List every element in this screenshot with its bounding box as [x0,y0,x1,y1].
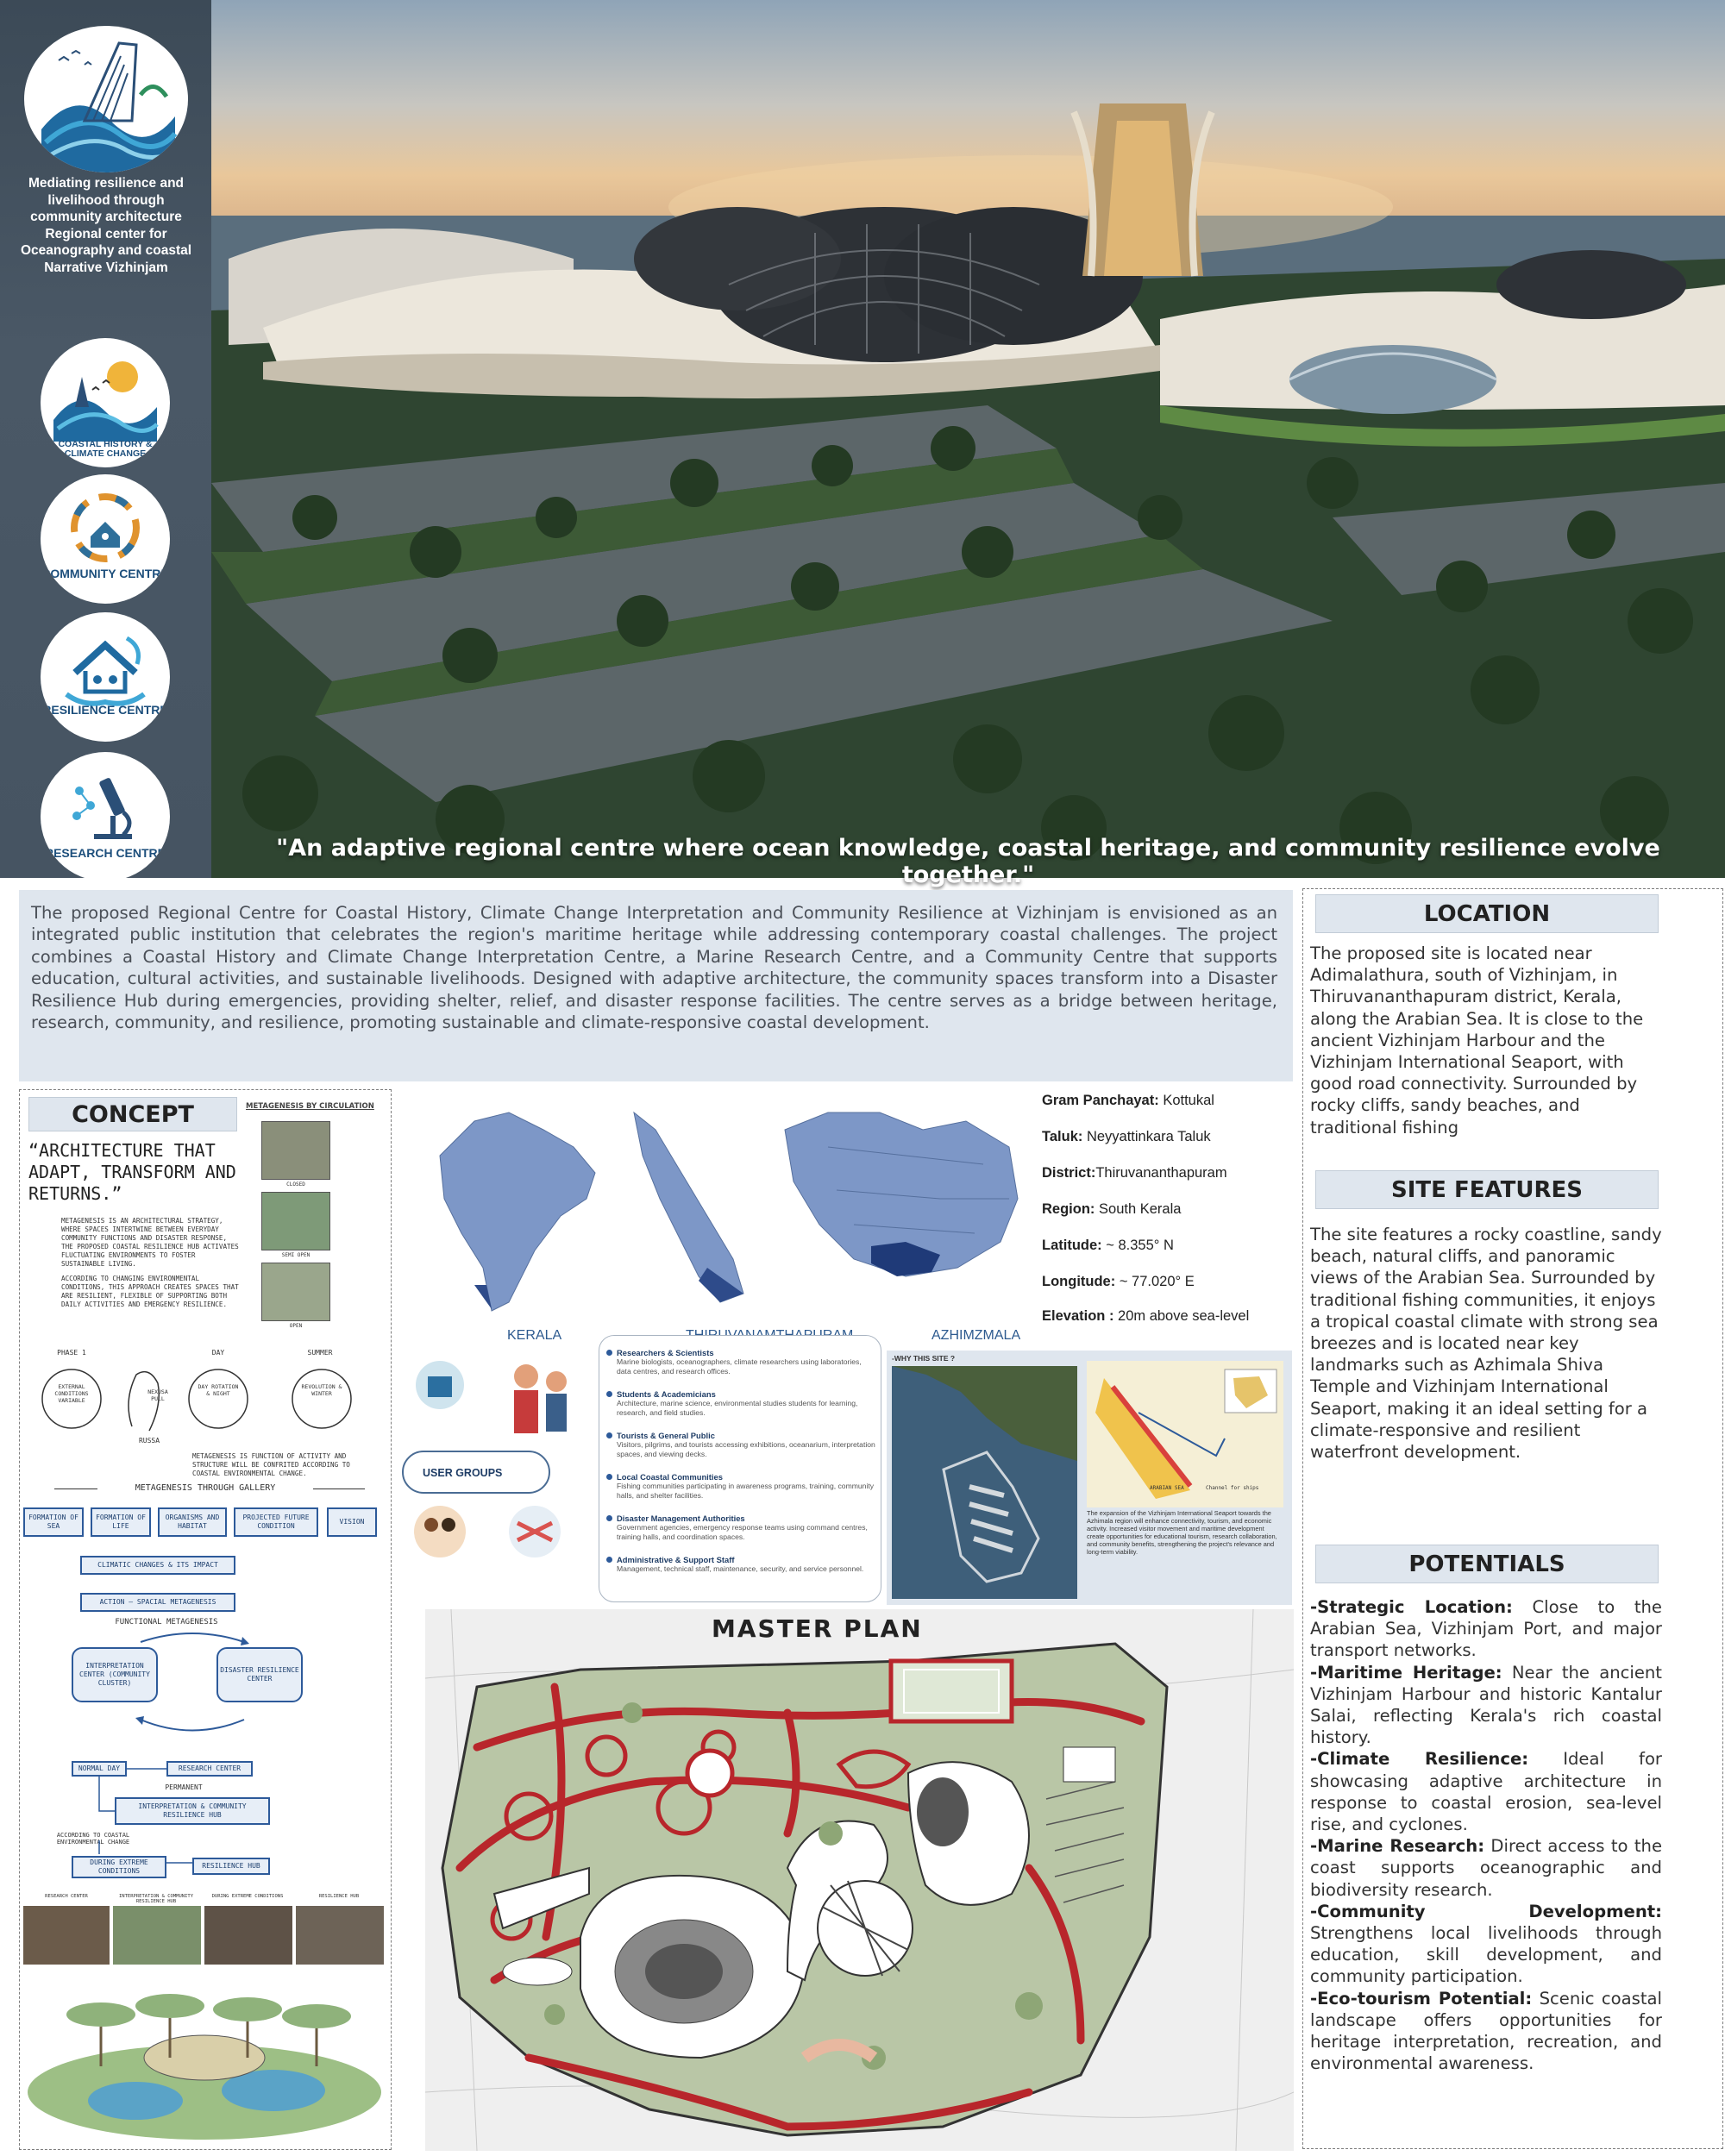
concept-para-2: ACCORDING TO CHANGING ENVIRONMENTAL CONDITIONS, THIS APPROACH CREATES SPACES THAT ARE RESILIENT, FLEXIBLE OF SUPPORTING BOTH DAILY ACTIVITIES AND EMERGENCY RESILIENCE. [61,1275,239,1308]
master-plan-title: MASTER PLAN [712,1614,923,1643]
user-group-desc: Management, technical staff, maintenance, security, and service personnel. [617,1564,864,1573]
potential-item [1310,1988,1662,2075]
satellite-image [892,1366,1077,1599]
concept-panel [19,1089,392,2150]
concept-quote: “ARCHITECTURE THAT ADAPT, TRANSFORM AND RETURNS.” [28,1140,236,1204]
site-info-key: District: [1042,1165,1096,1181]
during-extreme-box: DURING EXTREME CONDITIONS [72,1856,166,1878]
site-info-value: ~ 8.355° N [1101,1238,1174,1253]
research-center-box: RESEARCH CENTER [166,1761,253,1777]
gallery-step: VISION [327,1507,377,1537]
gallery-step: PROJECTED FUTURE CONDITION [234,1507,318,1537]
potential-item [1310,1596,1662,1662]
site-info-key: Taluk: [1042,1129,1083,1144]
potential-title: -Community Development: [1310,1901,1662,1921]
cycle-arrows [72,1625,313,1745]
potential-title: -Climate Resilience: [1310,1749,1529,1770]
bullet-icon [606,1350,612,1356]
potentials-list [1310,1596,1662,2074]
user-group-title: Disaster Management Authorities [617,1514,745,1523]
user-group-item [617,1555,875,1574]
interp-hub-box: INTERPRETATION & COMMUNITY RESILIENCE HUB [115,1797,270,1825]
photo-label: RESILIENCE HUB [318,1894,360,1899]
badge-coastal-history [41,338,170,467]
gallery-title: METAGENESIS THROUGH GALLERY [97,1483,313,1493]
bullet-icon [606,1391,612,1397]
site-info-row [1042,1307,1258,1325]
potential-text: Direct access to the coast supports oceanographic and biodiversity research. [1310,1836,1663,1900]
photo-research-center [23,1906,110,1965]
master-plan-drawing [425,1609,1294,2151]
potential-text: Scenic coastal landscape offers opportunities for heritage interpretation, recreation, and environmental awareness. [1310,1988,1662,2074]
concept-heading: CONCEPT [28,1097,237,1131]
concept-sketch [23,1980,386,2144]
potential-title: -Marine Research: [1310,1836,1485,1857]
badge-label: COMMUNITY CENTRE [41,567,169,580]
cycle-text: NEXUSA PULL [147,1388,168,1402]
main-logo [24,26,188,172]
action-box: ACTION — SPACIAL METAGENESIS [80,1593,235,1612]
user-group-title: Students & Academicians [617,1389,716,1399]
site-info-row [1042,1273,1195,1290]
wave-building-logo-icon [24,26,188,172]
thumb-label: CLOSED [286,1181,305,1188]
intro-panel [19,890,1293,1081]
phase-label: SUMMER [307,1349,333,1357]
potential-title: -Maritime Heritage: [1310,1662,1502,1683]
thumb-semi-open [261,1192,330,1250]
sidebar-tagline: Mediating resilience and livelihood through community architecture Regional center for Oceanography and coastal Narrative Vizhinjam [20,176,192,275]
why-this-site-panel [887,1351,1292,1605]
potential-text: Close to the Arabian Sea, Vizhinjam Port, and major transport networks. [1310,1597,1662,1661]
user-group-item [617,1348,875,1376]
hero-quote: "An adaptive regional centre where ocean knowledge, coastal heritage, and community resilience evolve together." [276,835,1660,888]
hero-rendering [211,0,1725,878]
potential-item [1310,1748,1662,1835]
site-info-row [1042,1164,1227,1181]
cycle-text: EXTERNAL CONDITIONS VARIABLE [54,1383,89,1404]
phase-label: PHASE 1 [57,1349,86,1357]
site-info-key: Longitude: [1042,1274,1116,1289]
microscope-icon [41,752,170,881]
badge-community-centre [41,474,170,604]
site-info-value: ~ 77.020° E [1115,1274,1195,1289]
metagenesis-circulation-label: METAGENESIS BY CIRCULATION [246,1102,374,1111]
location-maps [423,1095,1044,1328]
gallery-step: FORMATION OF LIFE [91,1507,151,1537]
bullet-icon [606,1474,612,1480]
potential-text: Near the ancient Vizhinjam Harbour and historic Kantalur Salai, reflecting Kerala's rich coastal history. [1310,1662,1662,1748]
site-info-value: Neyyattinkara Taluk [1082,1129,1211,1144]
user-group-desc: Visitors, pilgrims, and tourists accessing exhibitions, oceanarium, interpretation spaces, and viewing decks. [617,1440,875,1458]
user-groups-panel [599,1335,881,1602]
russa-label: RUSSA [138,1437,160,1445]
user-groups-label: USER GROUPS [402,1451,550,1494]
site-info-key: Latitude: [1042,1238,1102,1253]
site-info-row [1042,1128,1211,1145]
user-group-desc: Government agencies, emergency response teams using command centres, training halls, and coordination spaces. [617,1523,868,1541]
channel-label: Channel for ships [1206,1485,1259,1491]
user-group-item [617,1472,875,1500]
thumb-closed [261,1121,330,1180]
user-group-item [617,1431,875,1458]
functional-label: FUNCTIONAL METAGENESIS [115,1618,218,1626]
site-info-key: Region: [1042,1201,1095,1217]
gallery-step: FORMATION OF SEA [23,1507,84,1537]
site-info-row [1042,1092,1214,1109]
potential-title: -Strategic Location: [1310,1597,1513,1617]
normal-day-box: NORMAL DAY [72,1761,127,1777]
why-title: -WHY THIS SITE ? [892,1354,956,1363]
potentials-heading: POTENTIALS [1315,1545,1659,1583]
thumb-open [261,1263,330,1321]
site-info-row [1042,1200,1181,1218]
location-text: The proposed site is located near Adimalathura, south of Vizhinjam, in Thiruvananthapuram district, Kerala, along the Arabian Sea. It is close to the ancient Vizhinjam Harbour and the Vizhinjam International Seaport, with good road connectivity. Surrounded by rocky cliffs, sandy beaches, and traditional fishing [1310,943,1644,1138]
user-group-desc: Architecture, marine science, environmental studies students for learning, research, and field studies. [617,1399,858,1417]
potential-item [1310,1835,1662,1901]
user-group-title: Tourists & General Public [617,1431,715,1440]
photo-label: RESEARCH CENTER [45,1894,88,1899]
photo-extreme [204,1906,292,1965]
site-info-value: Kottukal [1158,1093,1214,1108]
potential-item [1310,1901,1662,1988]
site-info-key: Elevation : [1042,1308,1114,1324]
map-label-kerala: KERALA [507,1328,562,1343]
why-text: The expansion of the Vizhinjam International Seaport towards the Azhimala region will enhance connectivity, tourism, and economic activity. Increased visitor movement and maritime development create opportunities for educational tourism, research collaboration, and community benefits, strengthening the project's relevance and long-term viability. [1087,1509,1277,1556]
thumb-label: SEMI OPEN [281,1252,310,1258]
thumb-label: OPEN [289,1323,303,1329]
site-info-key: Gram Panchayat: [1042,1093,1159,1108]
site-info-value: 20m above sea-level [1113,1308,1250,1324]
bullet-icon [606,1432,612,1438]
permanent-label: PERMANENT [165,1783,203,1791]
user-group-title: Researchers & Scientists [617,1348,714,1357]
user-group-desc: Marine biologists, oceanographers, climate researchers using laboratories, data centres, and research offices. [617,1357,862,1376]
user-group-item [617,1514,875,1541]
according-label: ACCORDING TO COASTAL ENVIRONMENTAL CHANGE [56,1832,130,1846]
badge-label: RESEARCH CENTRE [44,846,166,860]
sea-label: ARABIAN SEA [1150,1485,1184,1491]
climatic-box: CLIMATIC CHANGES & ITS IMPACT [80,1556,235,1575]
function-note: METAGENESIS IS FUNCTION OF ACTIVITY AND STRUCTURE WILL BE CONFRITED ACCORDING TO COASTAL ENVIRONMENTAL CHANGE. [192,1452,350,1477]
photo-label: INTERPRETATION & COMMUNITY RESILIENCE HUB [118,1894,194,1904]
flow-connectors [20,1754,392,1892]
site-info-value: Thiruvananthapuram [1095,1165,1227,1181]
badge-research-centre [41,752,170,881]
potential-text: Ideal for showcasing adaptive architecture in response to coastal erosion, sea-level rise, and cyclones. [1310,1749,1662,1835]
phase-label: DAY [211,1349,225,1357]
badge-label: RESILIENCE CENTRE [42,703,168,717]
master-plan [425,1609,1294,2151]
user-group-desc: Fishing communities participating in awareness programs, training, community halls, and shelter facilities. [617,1482,875,1500]
bullet-icon [606,1515,612,1521]
people-circle-icon [41,474,170,604]
location-heading: LOCATION [1315,894,1659,933]
intro-text: The proposed Regional Centre for Coastal History, Climate Change Interpretation and Community Resilience at Vizhinjam is envisioned as an integrated public institution that celebrates the region's maritime heritage while addressing contemporary coastal challenges. The project combines a Coastal History and Climate Change Interpretation Centre, a Marine Research Centre, and a Community Centre that supports education, cultural activities, and sustainable livelihoods. Designed with adaptive architecture, the community spaces transform into a Disaster Resilience Hub during emergencies, providing shelter, relief, and disaster response facilities. The centre serves as a bridge between heritage, research, community, and resilience, promoting sustainable and climate-responsive coastal development. [31,903,1277,1033]
concept-para-1: METAGENESIS IS AN ARCHITECTURAL STRATEGY, WHERE SPACES INTERTWINE BETWEEN EVERYDAY COMMUNITY FUNCTIONS AND DISASTER RESPONSE, THE PROPOSED COASTAL RESILIENCE HUB ACTIVATES FLUCTUATING ENVIRONMENTS TO FOSTER SUSTAINABLE LIVING. [61,1217,239,1268]
bullet-icon [606,1557,612,1563]
shelter-hands-icon [41,612,170,742]
potential-text: Strengthens local livelihoods through education, skill development, and community participation. [1310,1923,1662,1987]
building-render-illustration [211,0,1725,878]
gallery-step: ORGANISMS AND HABITAT [158,1507,227,1537]
sidebar [0,0,211,878]
user-group-title: Administrative & Support Staff [617,1555,735,1564]
cycle-text: REVOLUTION & WINTER [301,1383,342,1397]
resilience-hub-box: RESILIENCE HUB [192,1858,270,1875]
badge-resilience-centre [41,612,170,742]
site-features-heading: SITE FEATURES [1315,1170,1659,1209]
user-group-title: Local Coastal Communities [617,1472,723,1482]
badge-label: COASTAL HISTORY & CLIMATE CHANGE [58,439,153,459]
photo-interp-hub [113,1906,201,1965]
map-label-azhimala: AZHIMZMALA [932,1328,1021,1343]
photo-resilience-hub [296,1906,384,1965]
disaster-center-box: DISASTER RESILIENCE CENTER [216,1647,303,1702]
right-column [1302,888,1723,2149]
potential-title: -Eco-tourism Potential: [1310,1988,1533,2009]
site-features-text: The site features a rocky coastline, sandy beach, natural cliffs, and panoramic views of the Arabian Sea. Surrounded by traditional fishing communities, it enjoys a tropical coastal climate with strong sea breezes and is located near key landmarks such as Azhimala Shiva Temple and Vizhinjam International Seaport, making it an ideal setting for a climate-responsive and resilient waterfront development. [1310,1225,1662,1463]
site-info-value: South Kerala [1095,1201,1182,1217]
photo-label: DURING EXTREME CONDITIONS [211,1894,284,1899]
user-group-item [617,1389,875,1417]
site-info-row [1042,1237,1174,1254]
cycle-text: DAY ROTATION & NIGHT [198,1383,239,1397]
potential-item [1310,1662,1662,1749]
interp-center-box: INTERPRETATION CENTER (COMMUNITY CLUSTER) [72,1647,158,1702]
